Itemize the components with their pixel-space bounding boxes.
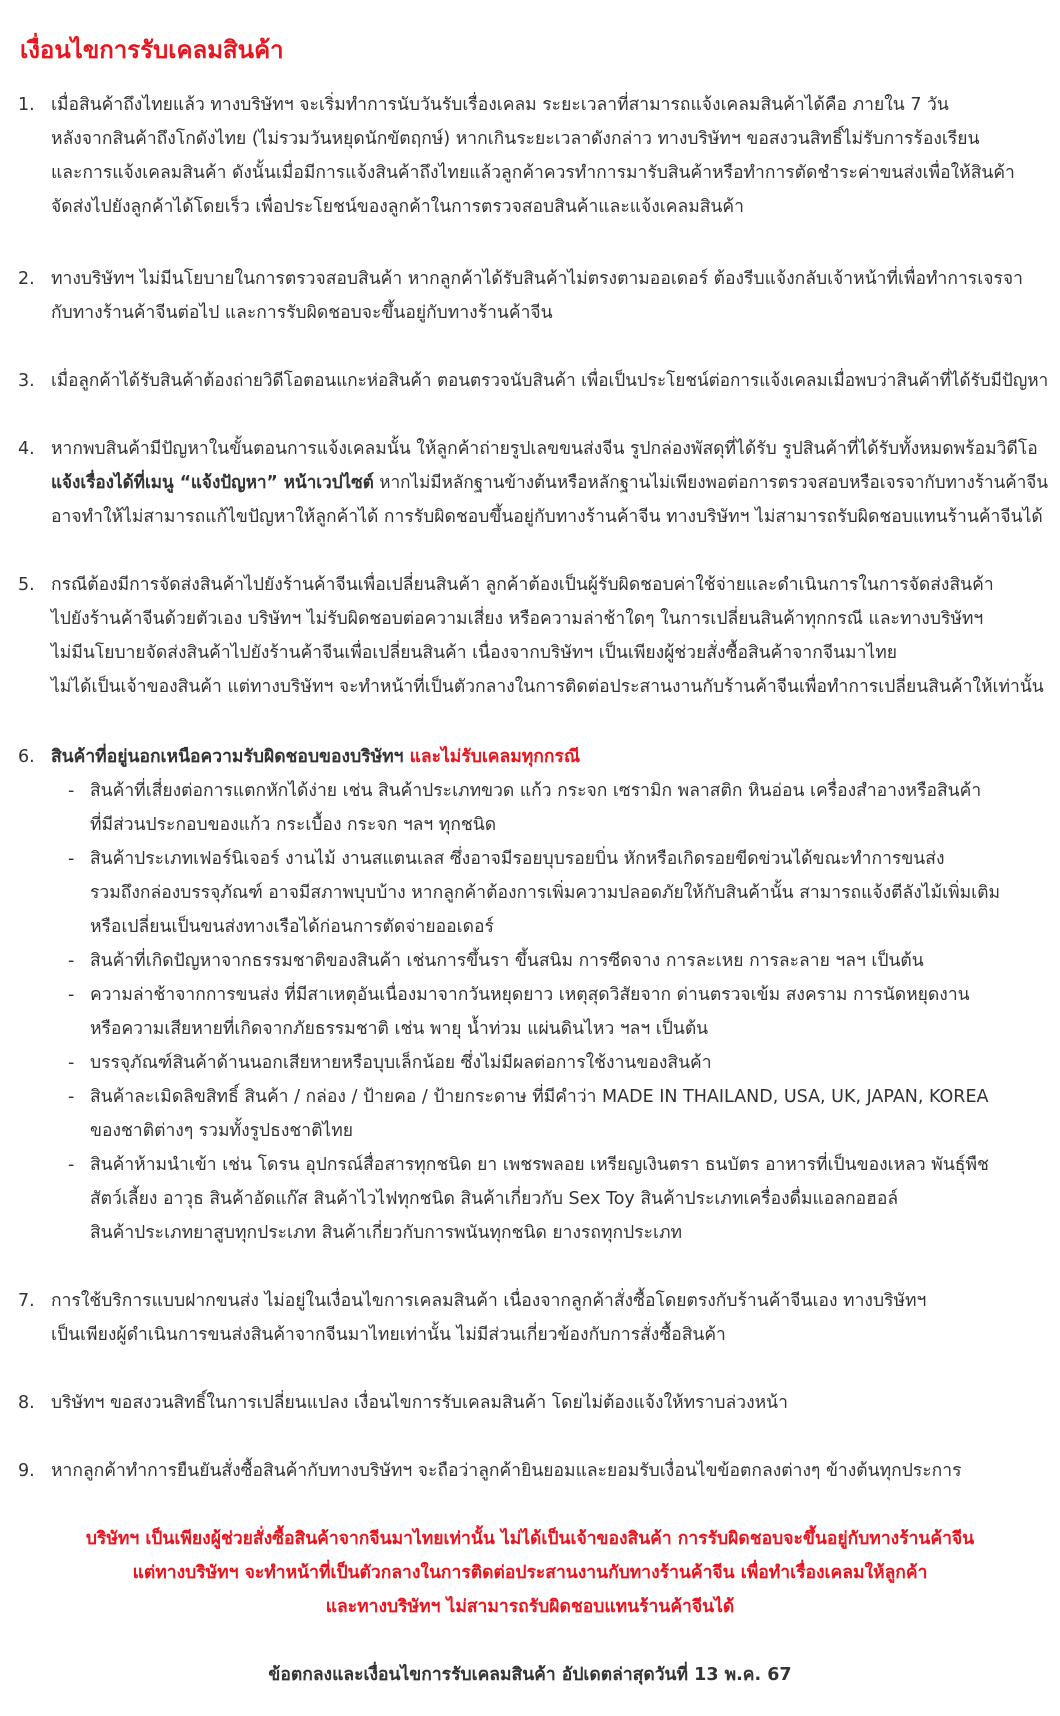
page-title: เงื่อนไขการรับเคลมสินค้า: [20, 36, 284, 64]
item-number: 2.: [18, 269, 35, 289]
item-line: กรณีต้องมีการจัดส่งสินค้าไปยังร้านค้าจีนเพื่อเปลี่ยนสินค้า ลูกค้าต้องเป็นผู้รับผิดชอบค่าใช้จ่ายและดำเนินการในการจัดส่งสินค้า: [51, 575, 994, 595]
item-line: เมื่อลูกค้าได้รับสินค้าต้องถ่ายวิดีโอตอนแกะห่อสินค้า ตอนตรวจนับสินค้า เพื่อเป็นประโยชน์ต่อการแจ้งเคลมเมื่อพบว่าสินค้าที่ได้รับมีปัญหา: [51, 371, 1049, 391]
notice-line: และทางบริษัทฯ ไม่สามารถรับผิดชอบแทนร้านค้าจีนได้: [325, 1597, 735, 1617]
dash-bullet: -: [68, 1087, 75, 1107]
dash-bullet: -: [68, 849, 75, 869]
item-line: หากลูกค้าทำการยืนยันสั่งซื้อสินค้ากับทางบริษัทฯ จะถือว่าลูกค้ายินยอมและยอมรับเงื่อนไขข้อตกลงต่างๆ ข้างต้นทุกประการ: [51, 1461, 962, 1481]
subitem-line: สัตว์เลี้ยง อาวุธ สินค้าอัดแก๊ส สินค้าไวไฟทุกชนิด สินค้าเกี่ยวกับ Sex Toy สินค้าประเภทเครื่องดื่มแอลกอฮอล์: [90, 1189, 899, 1209]
item-number: 6.: [18, 747, 35, 767]
company-notice: [0, 1522, 1060, 1624]
subitem-line: หรือเปลี่ยนเป็นขนส่งทางเรือได้ก่อนการตัดจ่ายออเดอร์: [90, 917, 494, 937]
no-claim-note: และไม่รับเคลมทุกกรณี: [403, 747, 581, 767]
last-updated-footer: ข้อตกลงและเงื่อนไขการรับเคลมสินค้า อัปเดตล่าสุดวันที่ 13 พ.ค. 67: [268, 1665, 792, 1685]
dash-bullet: -: [68, 1053, 75, 1073]
item-text: [51, 1386, 1048, 1420]
item-line: ไม่ได้เป็นเจ้าของสินค้า แต่ทางบริษัทฯ จะทำหน้าที่เป็นตัวกลางในการติดต่อประสานงานกับร้านค้าจีนเพื่อทำการเปลี่ยนสินค้าให้เท่านั้น: [51, 677, 1044, 697]
subitem-line: สินค้าห้ามนำเข้า เช่น โดรน อุปกรณ์สื่อสารทุกชนิด ยา เพชรพลอย เหรียญเงินตรา ธนบัตร อาหารที่เป็นของเหลว พันธุ์พืช: [90, 1155, 989, 1175]
subitem-line: หรือความเสียหายที่เกิดจากภัยธรรมชาติ เช่น พายุ น้ำท่วม แผ่นดินไหว ฯลฯ เป็นต้น: [90, 1019, 709, 1039]
subitem-line: ที่มีส่วนประกอบของแก้ว กระเบื้อง กระจก ฯลฯ ทุกชนิด: [90, 815, 497, 835]
item-line: อาจทำให้ไม่สามารถแก้ไขปัญหาให้ลูกค้าได้ การรับผิดชอบขึ้นอยู่กับทางร้านค้าจีน ทางบริษัทฯ ไม่สามารถรับผิดชอบแทนร้านค้าจีนได้: [51, 507, 1043, 527]
notice-line: แต่ทางบริษัทฯ จะทำหน้าที่เป็นตัวกลางในการติดต่อประสานงานกับทางร้านค้าจีน เพื่อทำเรื่องเคลมให้ลูกค้า: [132, 1563, 928, 1583]
item-text: [51, 1454, 1048, 1488]
item-line: ไม่มีนโยบายจัดส่งสินค้าไปยังร้านค้าจีนเพื่อเปลี่ยนสินค้า เนื่องจากบริษัทฯ เป็นเพียงผู้ช่วยสั่งซื้อสินค้าจากจีนมาไทย: [51, 643, 898, 663]
item-text: [51, 432, 1048, 534]
item-text: [51, 364, 1048, 398]
item-line: หลังจากสินค้าถึงโกดังไทย (ไม่รวมวันหยุดนักขัตฤกษ์) หากเกินระยะเวลาดังกล่าว ทางบริษัทฯ ขอสงวนสิทธิ์ไม่รับการร้องเรียน: [51, 129, 980, 149]
subitem-line: สินค้าละเมิดลิขสิทธิ์ สินค้า / กล่อง / ป้ายคอ / ป้ายกระดาษ ที่มีคำว่า MADE IN THAILAND, USA, UK, JAPAN, KOREA: [90, 1087, 989, 1107]
subitem-line: รวมถึงกล่องบรรจุภัณฑ์ อาจมีสภาพบุบบ้าง หากลูกค้าต้องการเพิ่มความปลอดภัยให้กับสินค้านั้น สามารถแจ้งตีลังไม้เพิ่มเติม: [90, 883, 1001, 903]
item-line: และการแจ้งเคลมสินค้า ดังนั้นเมื่อมีการแจ้งสินค้าถึงไทยแล้วลูกค้าควรทำการมารับสินค้าหรือทำการตัดชำระค่าขนส่งเพื่อให้สินค้า: [51, 163, 1015, 183]
item-text: [51, 740, 1048, 774]
item-line: เป็นเพียงผู้ดำเนินการขนส่งสินค้าจากจีนมาไทยเท่านั้น ไม่มีส่วนเกี่ยวข้องกับการสั่งซื้อสินค้า: [51, 1325, 726, 1345]
dash-bullet: -: [68, 985, 75, 1005]
subitem-line: สินค้าประเภทยาสูบทุกประเภท สินค้าเกี่ยวกับการพนันทุกชนิด ยางรถทุกประเภท: [90, 1223, 683, 1243]
item-line: กับทางร้านค้าจีนต่อไป และการรับผิดชอบจะขึ้นอยู่กับทางร้านค้าจีน: [51, 303, 553, 323]
item-heading: [51, 740, 1048, 774]
item-line: ไปยังร้านค้าจีนด้วยตัวเอง บริษัทฯ ไม่รับผิดชอบต่อความเสี่ยง หรือความล่าช้าใดๆ ในการเปลี่ยนสินค้าทุกกรณี และทางบริษัทฯ: [51, 609, 984, 629]
item-number: 5.: [18, 575, 35, 595]
item-line: หากพบสินค้ามีปัญหาในขั้นตอนการแจ้งเคลมนั้น ให้ลูกค้าถ่ายรูปเลขขนส่งจีน รูปกล่องพัสดุที่ได้รับ รูปสินค้าที่ได้รับทั้งหมดพร้อมวิดีโอ: [51, 439, 1038, 459]
report-menu-note: แจ้งเรื่องได้ที่เมนู “แจ้งปัญหา” หน้าเวปไซต์: [51, 473, 374, 493]
notice-line: บริษัทฯ เป็นเพียงผู้ช่วยสั่งซื้อสินค้าจากจีนมาไทยเท่านั้น ไม่ได้เป็นเจ้าของสินค้า การรับผิดชอบจะขึ้นอยู่กับทางร้านค้าจีน: [85, 1529, 975, 1549]
item-line: จัดส่งไปยังลูกค้าได้โดยเร็ว เพื่อประโยชน์ของลูกค้าในการตรวจสอบสินค้าและแจ้งเคลมสินค้า: [51, 197, 744, 217]
item-line: ทางบริษัทฯ ไม่มีนโยบายในการตรวจสอบสินค้า หากลูกค้าได้รับสินค้าไม่ตรงตามออเดอร์ ต้องรีบแจ้งกลับเจ้าหน้าที่เพื่อทำการเจรจา: [51, 269, 1023, 289]
item-line: เมื่อสินค้าถึงไทยแล้ว ทางบริษัทฯ จะเริ่มทำการนับวันรับเรื่องเคลม ระยะเวลาที่สามารถแจ้งเคลมสินค้าได้คือ ภายใน 7 วัน: [51, 95, 949, 115]
item-line: บริษัทฯ ขอสงวนสิทธิ์ในการเปลี่ยนแปลง เงื่อนไขการรับเคลมสินค้า โดยไม่ต้องแจ้งให้ทราบล่วงหน้า: [51, 1393, 788, 1413]
item-number: 4.: [18, 439, 35, 459]
subitem-line: ความล่าช้าจากการขนส่ง ที่มีสาเหตุอันเนื่องมาจากวันหยุดยาว เหตุสุดวิสัยจาก ด่านตรวจเข้ม สงคราม การนัดหยุดงาน: [90, 985, 970, 1005]
subitem-line: สินค้าประเภทเฟอร์นิเจอร์ งานไม้ งานสแตนเลส ซึ่งอาจมีรอยบุบรอยบิ่น หักหรือเกิดรอยขีดข่วนได้ขณะทำการขนส่ง: [90, 849, 945, 869]
item-line: [51, 466, 1049, 500]
item-text: [51, 88, 1048, 224]
item-line-rest: หากไม่มีหลักฐานข้างต้นหรือหลักฐานไม่เพียงพอต่อการตรวจสอบหรือเจรจากับทางร้านค้าจีน: [373, 473, 1049, 493]
dash-bullet: -: [68, 951, 75, 971]
item-number: 9.: [18, 1461, 35, 1481]
subitem-line: สินค้าที่เสี่ยงต่อการแตกหักได้ง่าย เช่น สินค้าประเภทขวด แก้ว กระจก เซรามิก พลาสติก หินอ่อน เครื่องสำอางหรือสินค้า: [90, 781, 982, 801]
item-line: การใช้บริการแบบฝากขนส่ง ไม่อยู่ในเงื่อนไขการเคลมสินค้า เนื่องจากลูกค้าสั่งซื้อโดยตรงกับร้านค้าจีนเอง ทางบริษัทฯ: [51, 1291, 927, 1311]
item-number: 7.: [18, 1291, 35, 1311]
dash-bullet: -: [68, 781, 75, 801]
item-text: [51, 568, 1048, 704]
dash-bullet: -: [68, 1155, 75, 1175]
subitem-line: บรรจุภัณฑ์สินค้าด้านนอกเสียหายหรือบุบเล็กน้อย ซึ่งไม่มีผลต่อการใช้งานของสินค้า: [90, 1053, 712, 1073]
subitem-line: สินค้าที่เกิดปัญหาจากธรรมชาติของสินค้า เช่นการขึ้นรา ขึ้นสนิม การซีดจาง การละเหย การละลาย ฯลฯ เป็นต้น: [90, 951, 924, 971]
excluded-heading: สินค้าที่อยู่นอกเหนือความรับผิดชอบของบริษัทฯ: [51, 747, 404, 767]
subitem-line: ของชาติต่างๆ รวมทั้งรูปธงชาติไทย: [90, 1121, 354, 1141]
item-text: [51, 262, 1048, 330]
item-number: 1.: [18, 95, 35, 115]
item-number: 3.: [18, 371, 35, 391]
item-number: 8.: [18, 1393, 35, 1413]
item-text: [51, 1284, 1048, 1352]
